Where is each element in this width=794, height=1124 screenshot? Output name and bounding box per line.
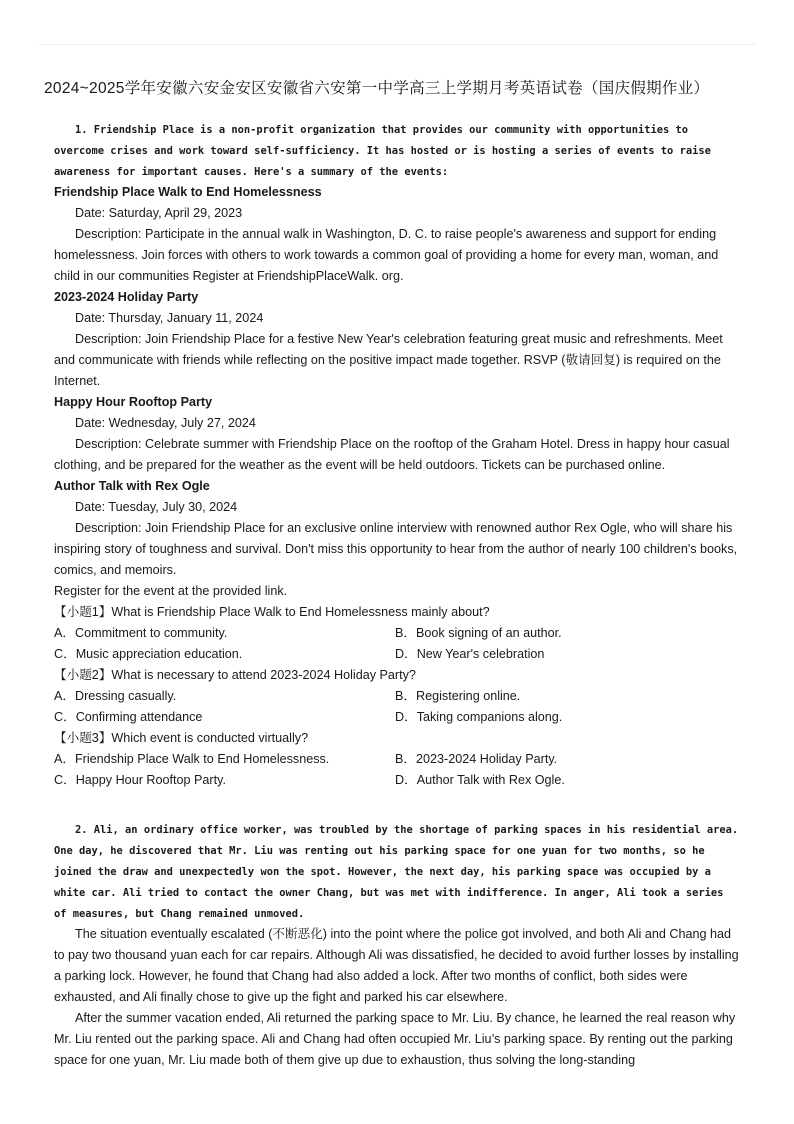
- page-title: 2024~2025学年安徽六安金安区安徽省六安第一中学高三上学期月考英语试卷（国庆假期作业）: [44, 80, 710, 97]
- option-d: D．Taking companions along.: [395, 710, 563, 724]
- option-c: C．Confirming attendance: [54, 710, 203, 724]
- event-title: Author Talk with Rex Ogle: [54, 479, 210, 493]
- option-a: A．Commitment to community.: [54, 626, 228, 640]
- event-title: Happy Hour Rooftop Party: [54, 395, 213, 409]
- option-row: [54, 707, 742, 728]
- option-b: B．2023-2024 Holiday Party.: [395, 752, 558, 766]
- option-row: [54, 644, 742, 665]
- option-d: D．Author Talk with Rex Ogle.: [395, 773, 565, 787]
- event-description: Description: Join Friendship Place for an exclusive online interview with renowned author Rex Ogle, who will share his inspiring story of toughness and survival. Don't miss this opportunity to hear from the author of nearly 100 children's books, comics, and memoirs.: [54, 521, 738, 577]
- passage-2-body: [54, 924, 742, 1071]
- option-c: C．Music appreciation education.: [54, 647, 243, 661]
- event-title: 2023-2024 Holiday Party: [54, 290, 199, 304]
- option-a: A．Friendship Place Walk to End Homelessness.: [54, 752, 330, 766]
- event-date: Date: Saturday, April 29, 2023: [75, 206, 243, 220]
- event-title: Friendship Place Walk to End Homelessness: [54, 185, 322, 199]
- top-divider: [38, 44, 756, 45]
- event-description: Description: Participate in the annual walk in Washington, D. C. to raise people's awareness and support for ending homelessness. Join forces with others to work towards a common goal of providing a home for every man, woman, and child in our communities Register at FriendshipPlaceWalk. org.: [54, 227, 719, 283]
- event-description: Description: Celebrate summer with Friendship Place on the rooftop of the Graham Hotel. Dress in happy hour casual clothing, and be prepared for the weather as the event will be held outdoors. Tickets can be purchased online.: [54, 437, 730, 472]
- event-date: Date: Wednesday, July 27, 2024: [75, 416, 256, 430]
- question-stem: 【小题3】Which event is conducted virtually?: [54, 731, 309, 745]
- option-row: [54, 770, 742, 791]
- question-stem: 【小题1】What is Friendship Place Walk to End Homelessness mainly about?: [54, 605, 490, 619]
- option-c: C．Happy Hour Rooftop Party.: [54, 773, 226, 787]
- option-d: D．New Year's celebration: [395, 647, 545, 661]
- option-row: [54, 686, 742, 707]
- passage-2: [54, 820, 742, 925]
- register-note: Register for the event at the provided link.: [54, 584, 288, 598]
- option-b: B．Book signing of an author.: [395, 626, 562, 640]
- paragraph: The situation eventually escalated (不断恶化) into the point where the police got involved, and both Ali and Chang had to pay two thousand yuan each for car repairs. Although Ali was dissatisfied, he decided to avoid further losses by installing a parking lock. However, he found that Chang had also added a lock. After two months of conflict, both sides were exhausted, and Ali finally chose to give up the fight and parked his car elsewhere.: [54, 927, 739, 1004]
- passage-1-intro: 1. Friendship Place is a non-profit organization that provides our community with opportunities to overcome crises and work toward self-sufficiency. It has hosted or is hosting a series of events to raise awareness for important causes. Here's a summary of the events:: [54, 124, 711, 178]
- option-row: [54, 623, 742, 644]
- option-b: B．Registering online.: [395, 689, 521, 703]
- passage-2-intro: 2. Ali, an ordinary office worker, was troubled by the shortage of parking spaces in his residential area. One day, he discovered that Mr. Liu was renting out his parking space for one yuan for two months, so he joined the draw and unexpectedly won the spot. However, the next day, his parking space was occupied by a white car. Ali tried to contact the owner Chang, but was met with indifference. In anger, Ali took a series of measures, but Chang remained unmoved.: [54, 824, 739, 920]
- passage-1: [54, 120, 742, 183]
- event-description: Description: Join Friendship Place for a festive New Year's celebration featuring great music and refreshments. Meet and communicate with friends while reflecting on the positive impact made together. RSVP (敬请回复) is required on the Internet.: [54, 332, 723, 388]
- question-stem: 【小题2】What is necessary to attend 2023-2024 Holiday Party?: [54, 668, 416, 682]
- option-row: [54, 749, 742, 770]
- event-date: Date: Thursday, January 11, 2024: [75, 311, 264, 325]
- paragraph: After the summer vacation ended, Ali returned the parking space to Mr. Liu. By chance, he learned the real reason why Mr. Liu rented out the parking space. Ali and Chang had often occupied Mr. Liu’s parking space. By renting out the parking space for one yuan, Mr. Liu made both of them give up due to exhaustion, thus solving the long-standing: [54, 1011, 736, 1067]
- option-a: A．Dressing casually.: [54, 689, 177, 703]
- event-date: Date: Tuesday, July 30, 2024: [75, 500, 238, 514]
- event-list: [54, 182, 742, 791]
